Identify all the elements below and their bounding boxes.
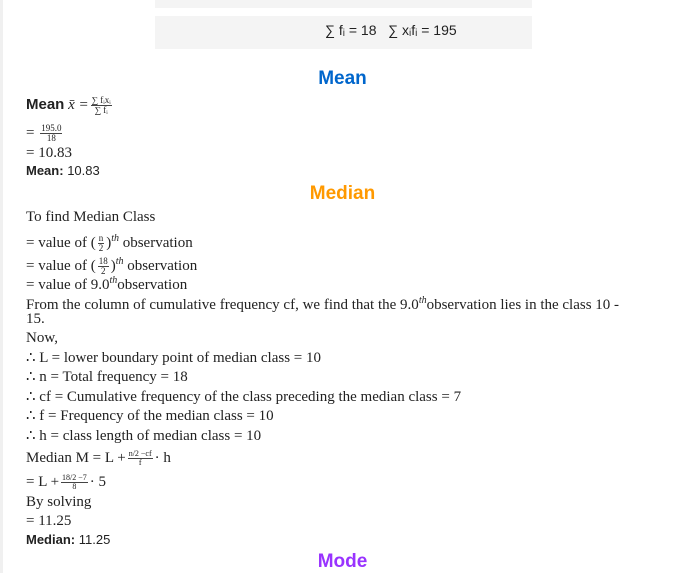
text: observation xyxy=(117,277,188,293)
median-line: ∴ f = Frequency of the median class = 10 xyxy=(26,408,274,424)
mean-step1: = $\frac{195.0}{18}$ xyxy=(26,123,62,144)
median-line: By solving xyxy=(26,494,92,510)
median-line: ∴ cf = Cumulative frequency of the class preceding the median class = 7 xyxy=(26,389,462,405)
numerator: n/2 −cf xyxy=(128,449,152,459)
mean-formula xyxy=(26,96,114,115)
text: = value of 9.0 xyxy=(26,277,110,293)
median-line: 15. xyxy=(26,311,45,327)
text: observation lies in the class 10 - xyxy=(426,297,620,313)
denominator: 2 xyxy=(100,266,106,277)
denominator: f xyxy=(138,458,142,468)
median-line: ∴ n = Total frequency = 18 xyxy=(26,369,188,385)
median-line xyxy=(26,449,171,467)
denominator: 8 xyxy=(72,482,77,492)
superscript: th xyxy=(111,233,119,244)
fraction xyxy=(61,474,88,491)
text: = value of ( xyxy=(26,258,96,274)
numerator: 18 xyxy=(98,256,108,267)
median-heading: Median xyxy=(309,183,376,204)
median-line: = value of ( $\frac{18}{2}$ )$^{th}$ observation xyxy=(26,256,198,277)
mean-lhs: x̄ = xyxy=(68,97,89,113)
median-line: ∴ h = class length of median class = 10 xyxy=(26,428,262,444)
mean-label: Mean xyxy=(26,96,65,113)
denominator: 18 xyxy=(46,133,56,144)
text: · h xyxy=(154,450,171,466)
superscript: th xyxy=(418,295,427,306)
table-box-bottom xyxy=(155,0,532,8)
sum-xf: ∑ xᵢfᵢ = 195 xyxy=(388,22,457,38)
mode-heading: Mode xyxy=(317,551,368,572)
numerator: 18/2 −7 xyxy=(62,473,87,483)
sum-f: ∑ fᵢ = 18 xyxy=(325,22,377,38)
text: = L + xyxy=(26,474,60,490)
text: observation xyxy=(127,258,198,274)
mean-step2: = 10.83 xyxy=(26,145,72,161)
text: observation xyxy=(122,235,193,251)
text: = value of ( xyxy=(26,235,96,251)
totals-text xyxy=(325,22,457,38)
median-result xyxy=(26,531,110,549)
fraction xyxy=(98,234,105,253)
numerator: 195.0 xyxy=(41,123,62,134)
median-line: To find Median Class xyxy=(26,209,156,225)
mean-result xyxy=(26,162,100,180)
median-line xyxy=(26,292,619,314)
mean-result-label: Mean: xyxy=(26,163,64,178)
mean-result-value: 10.83 xyxy=(67,163,100,178)
superscript: th xyxy=(109,275,118,286)
numerator: ∑ fᵢxᵢ xyxy=(91,95,111,106)
mean-step1-fraction xyxy=(40,124,62,143)
text: Median M = L + xyxy=(26,450,126,466)
median-line: = value of ( $\frac{n}{2}$ )$^{th}$ observation xyxy=(26,233,193,254)
fraction xyxy=(128,450,153,467)
superscript: th xyxy=(115,256,124,267)
median-line: ∴ L = lower boundary point of median class = 10 xyxy=(26,350,322,366)
text: · 5 xyxy=(89,474,107,490)
median-line xyxy=(26,272,187,294)
median-line: = 11.25 xyxy=(26,513,72,529)
median-line xyxy=(26,473,106,491)
median-result-value: 11.25 xyxy=(78,532,111,547)
denominator: ∑ fᵢ xyxy=(94,105,108,116)
median-result-label: Median: xyxy=(26,532,76,547)
mean-heading: Mean xyxy=(318,68,367,89)
mean-fraction xyxy=(91,96,112,115)
text: From the column of cumulative frequency cf, we find that the 9.0 xyxy=(26,297,419,313)
denominator: 2 xyxy=(98,243,104,254)
median-line: Now, xyxy=(26,330,58,346)
numerator: n xyxy=(98,233,104,244)
